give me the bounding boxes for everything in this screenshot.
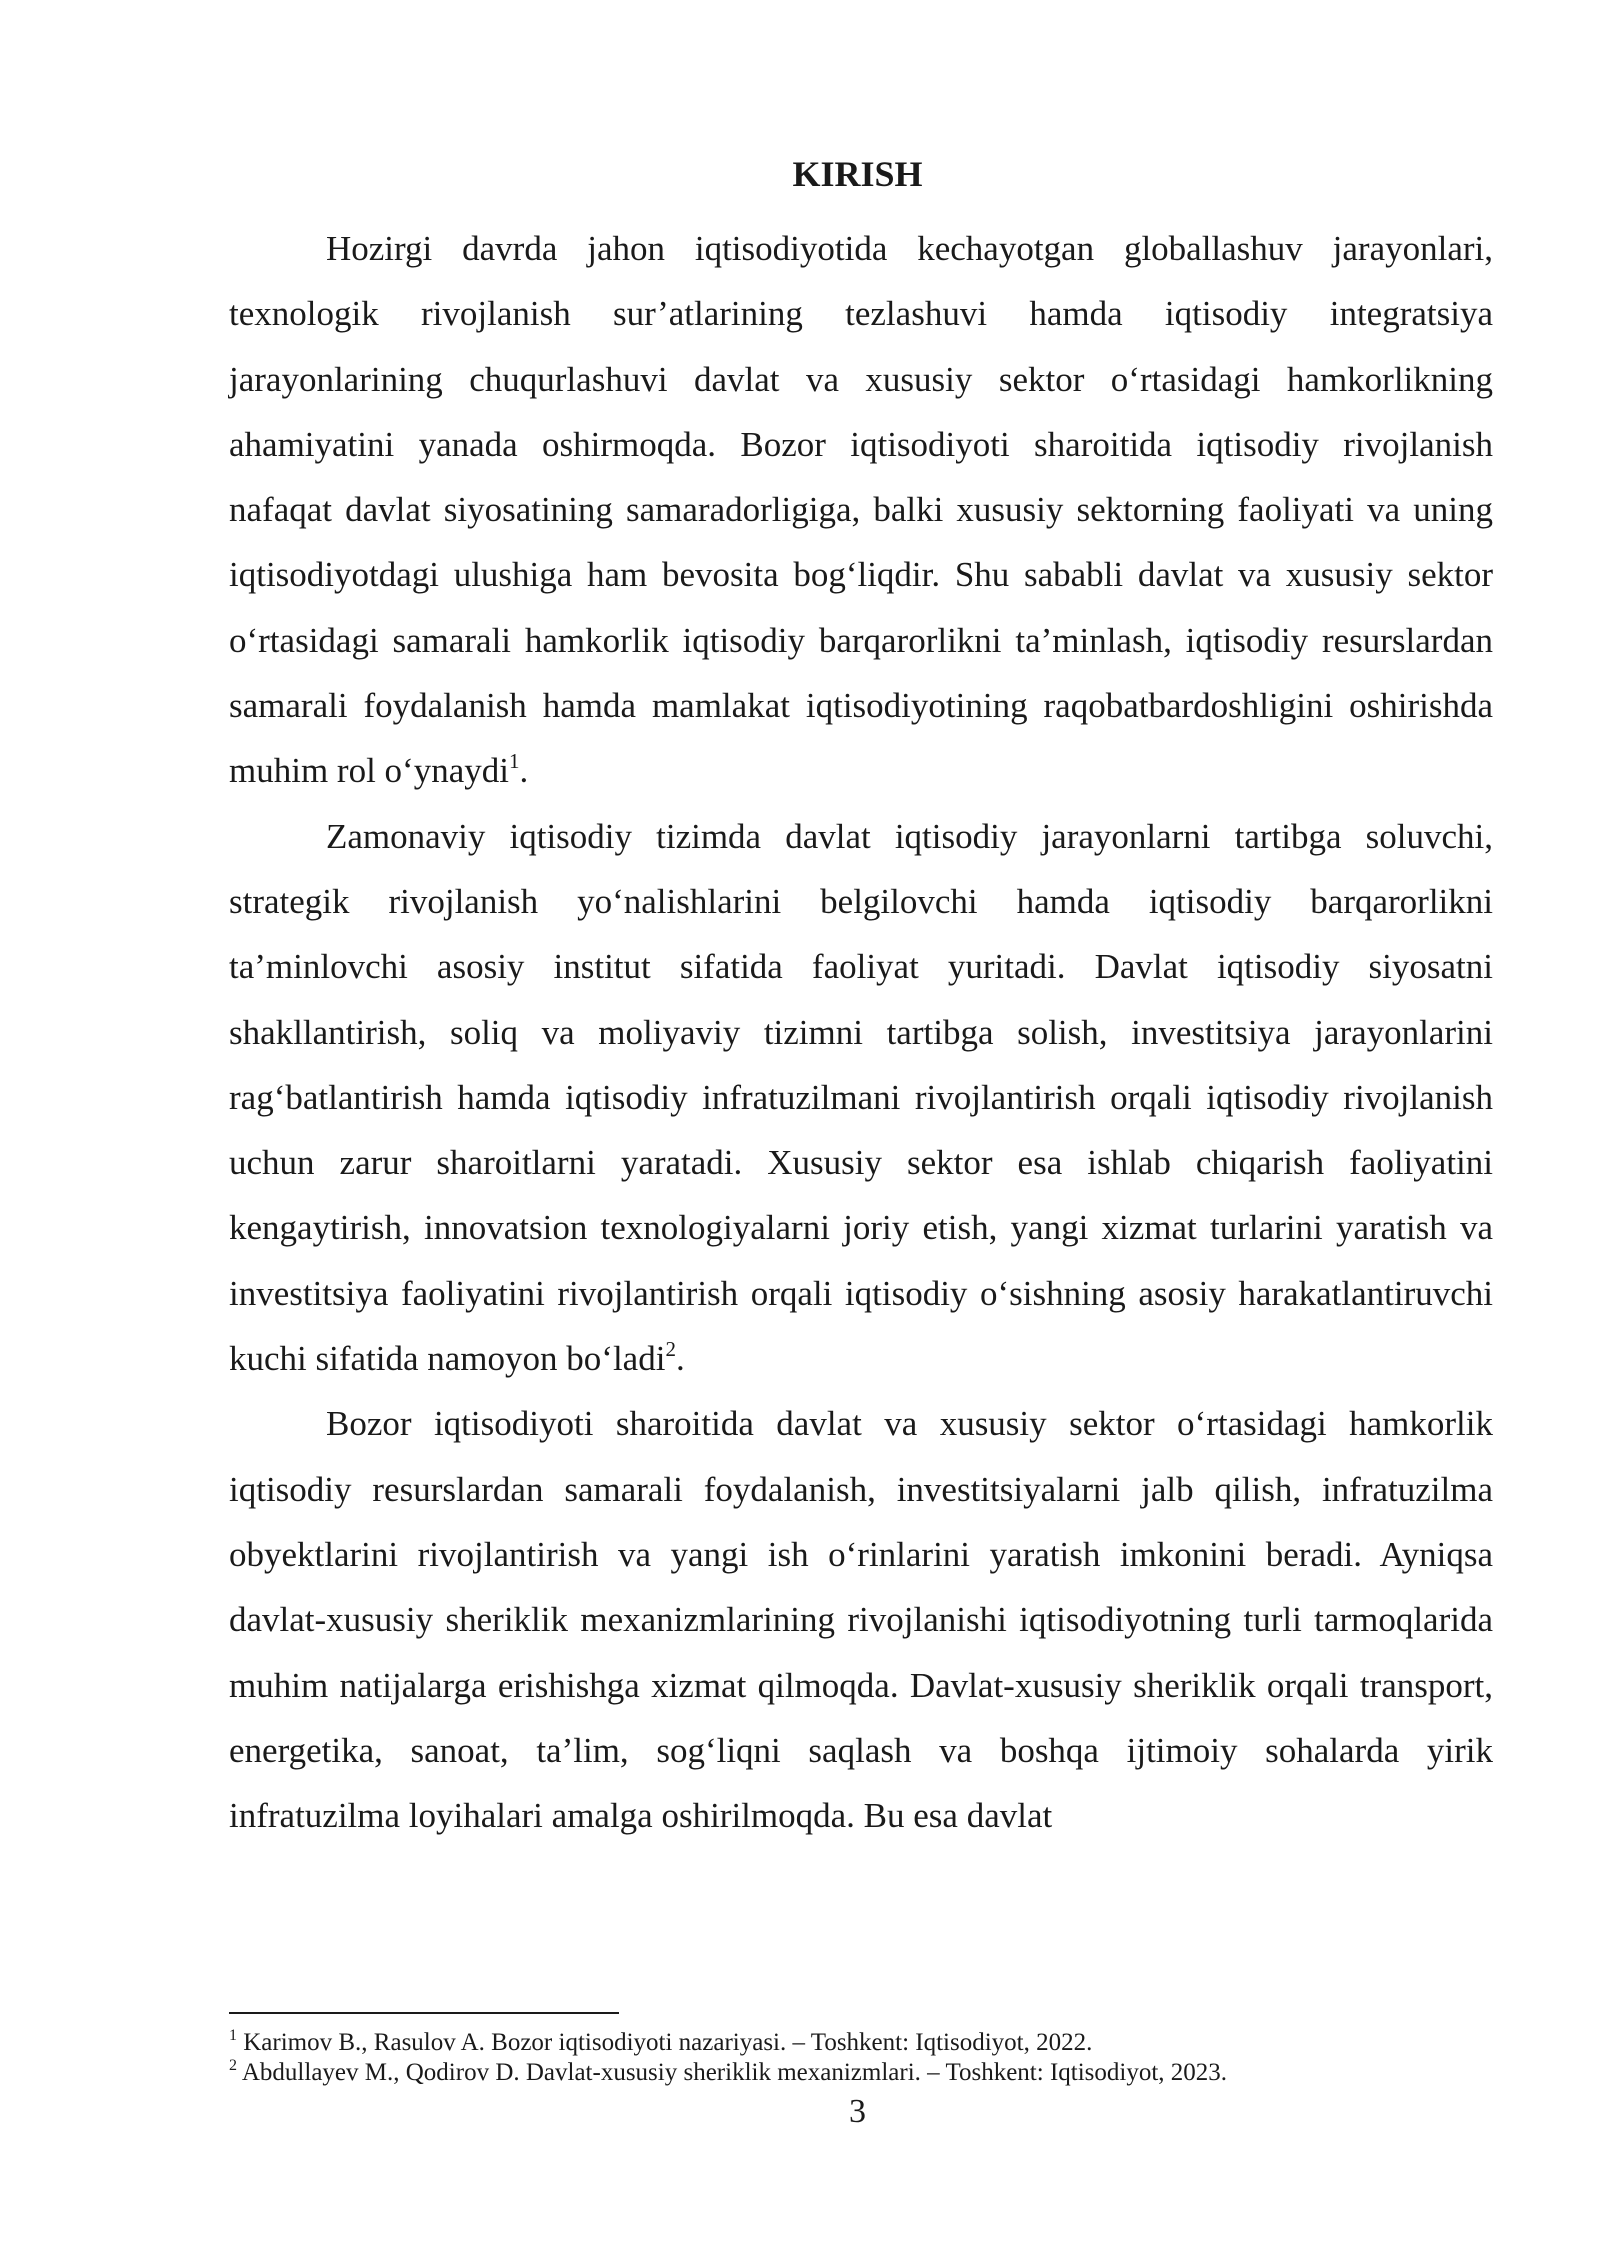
footnote-2 [229,2058,1493,2088]
footnotes [229,2028,1493,2088]
footnote-mark: 1 [229,2027,237,2044]
footnote-1 [229,2028,1493,2058]
footnote-mark: 2 [229,2057,237,2074]
paragraph-end: . [519,751,529,791]
footnote-reference[interactable]: 1 [508,749,520,774]
paragraph-text: Zamonaviy iqtisodiy tizimda davlat iqtisodiy jarayonlarni tartibga soluvchi, strategik rivojlanish yo‘nalishlarini belgilovchi hamda iqtisodiy barqarorlikni ta’minlovchi asosiy institut sifatida faoliyat yuritadi. Davlat iqtisodiy siyosatni shakllantirish, soliq va moliyaviy tizimni tartibga solish, investitsiya jarayonlarini rag‘batlantirish hamda iqtisodiy infratuzilmani rivojlantirish orqali iqtisodiy rivojlanish uchun zarur sharoitlarni yaratadi. Xususiy sektor esa ishlab chiqarish faoliyatini kengaytirish, innovatsion texnologiyalarni joriy etish, yangi xizmat turlarini yaratish va investitsiya faoliyatini rivojlantirish orqali iqtisodiy o‘sishning asosiy harakatlantiruvchi kuchi sifatida namoyon bo‘ladi [229,816,1493,1379]
paragraph-text: Bozor iqtisodiyoti sharoitida davlat va xususiy sektor o‘rtasidagi hamkorlik iqtisodiy resurslardan samarali foydalanish, investitsiyalarni jalb qilish, infratuzilma obyektlarini rivojlantirish va yangi ish o‘rinlarini yaratish imkonini beradi. Ayniqsa davlat-xususiy sheriklik mexanizmlarining rivojlanishi iqtisodiyotning turli tarmoqlarida muhim natijalarga erishishga xizmat qilmoqda. Davlat-xususiy sheriklik orqali transport, energetika, sanoat, ta’lim, sog‘liqni saqlash va boshqa ijtimoiy sohalarda yirik infratuzilma loyihalari amalga oshirilmoqda. Bu esa davlat [229,1404,1493,1836]
paragraph-text: Hozirgi davrda jahon iqtisodiyotida kechayotgan globallashuv jarayonlari, texnologik rivojlanish sur’atlarining tezlashuvi hamda iqtisodiy integratsiya jarayonlarining chuqurlashuvi davlat va xususiy sektor o‘rtasidagi hamkorlikning ahamiyatini yanada oshirmoqda. Bozor iqtisodiyoti sharoitida iqtisodiy rivojlanish nafaqat davlat siyosatining samaradorligiga, balki xususiy sektorning faoliyati va uning iqtisodiyotdagi ulushiga ham bevosita bog‘liqdir. Shu sababli davlat va xususiy sektor o‘rtasidagi samarali hamkorlik iqtisodiy barqarorlikni ta’minlash, iqtisodiy resurslardan samarali foydalanish hamda mamlakat iqtisodiyotining raqobatbardoshligini oshirishda muhim rol o‘ynaydi [229,229,1493,791]
page-heading: KIRISH [792,154,923,194]
footnote-text: Abdullayev M., Qodirov D. Davlat-xususiy sheriklik mexanizmlari. – Toshkent: Iqtisodiyot, 2023. [237,2059,1228,2086]
body-text [229,216,1493,1848]
footnote-reference[interactable]: 2 [665,1337,676,1362]
paragraph-3 [229,1391,1493,1848]
footnote-text: Karimov B., Rasulov A. Bozor iqtisodiyoti nazariyasi. – Toshkent: Iqtisodiyot, 2022. [237,2029,1093,2056]
page-number: 3 [849,2093,866,2130]
paragraph-1 [229,216,1493,804]
footnote-separator [229,2012,619,2014]
paragraph-2 [229,804,1493,1392]
paragraph-end: . [675,1339,685,1379]
